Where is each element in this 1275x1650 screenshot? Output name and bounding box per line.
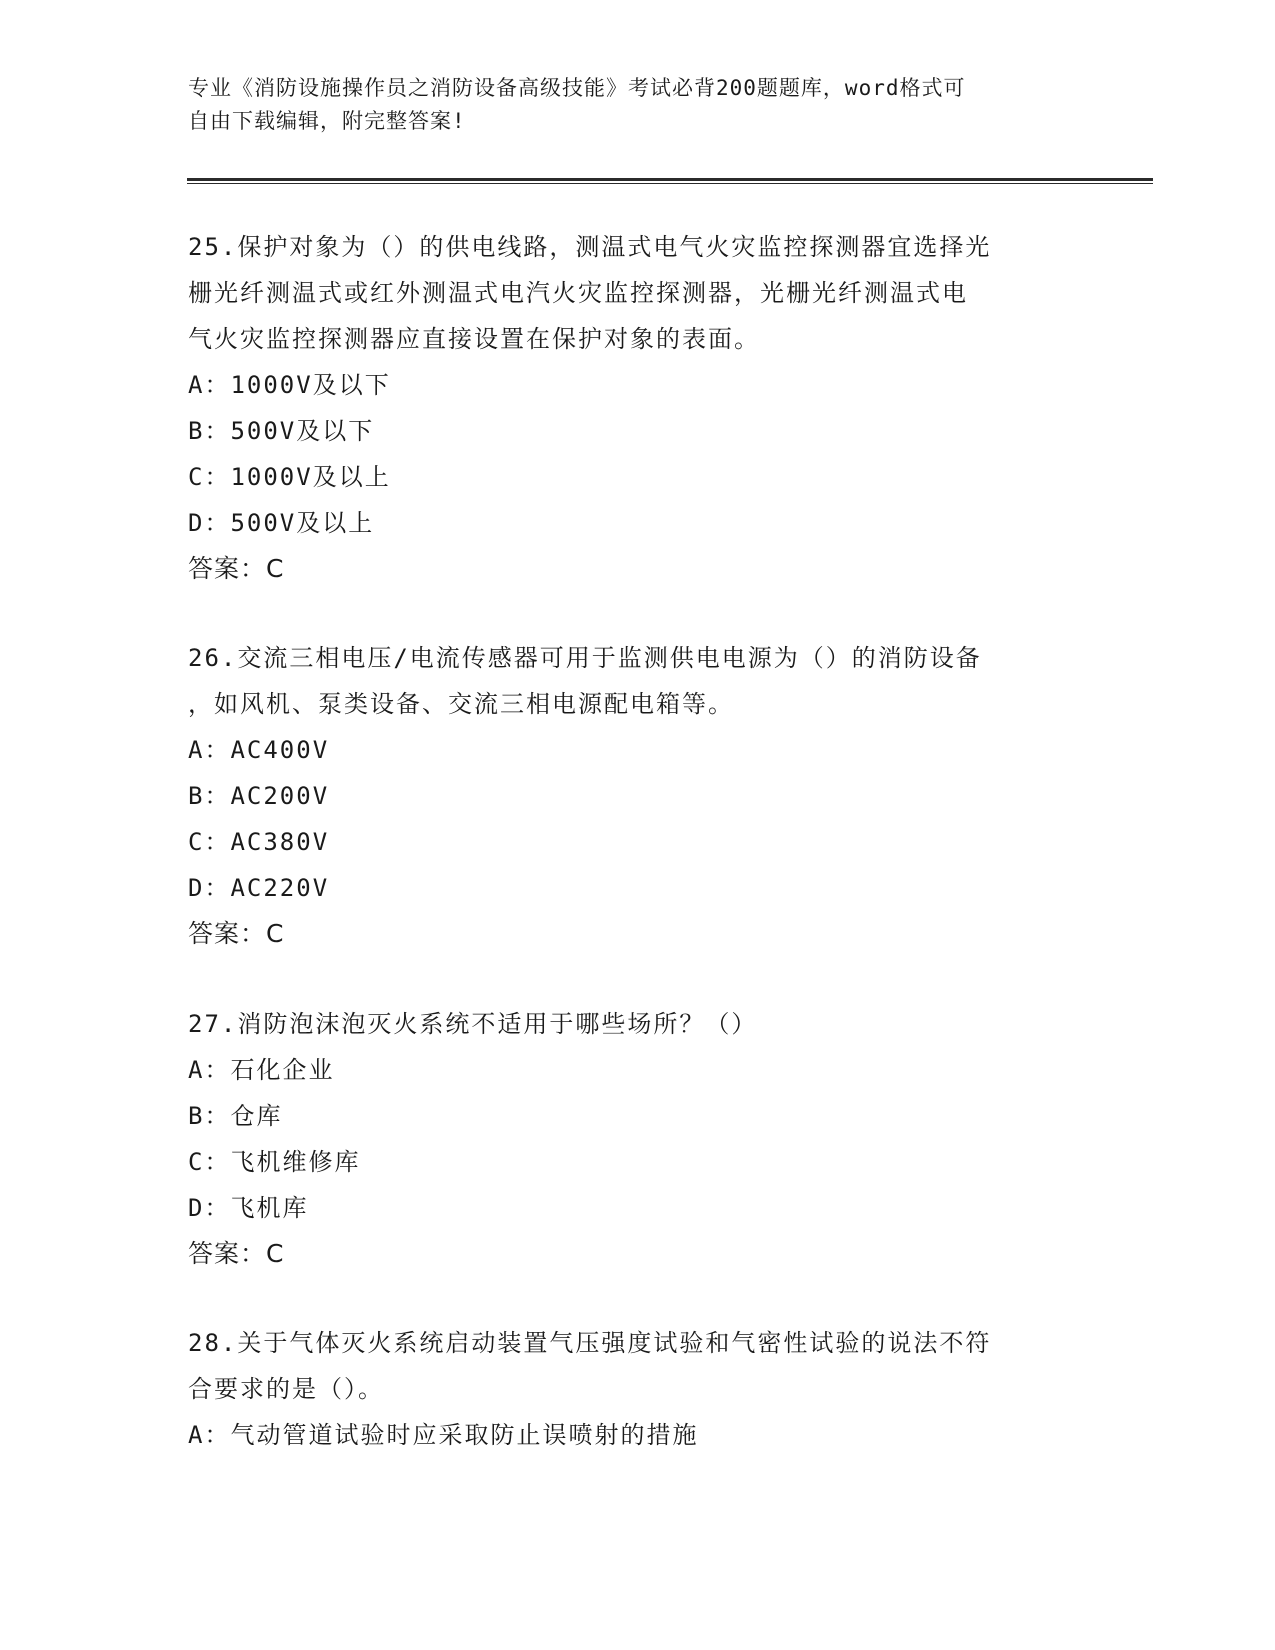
question-stem-line: 气火灾监控探测器应直接设置在保护对象的表面。 (188, 325, 760, 353)
header-line-1: 专业《消防设施操作员之消防设备高级技能》考试必背200题题库，word格式可 (188, 76, 966, 100)
question-stem-line: 合要求的是（）。 (188, 1375, 384, 1403)
option-b: B：AC200V (188, 782, 330, 810)
question-25 (188, 224, 1088, 592)
question-28 (188, 1320, 1088, 1458)
option-b: B：500V及以下 (188, 417, 375, 445)
option-d: D：500V及以上 (188, 509, 375, 537)
option-a: A：1000V及以下 (188, 371, 391, 399)
question-stem-line: 25.保护对象为（）的供电线路，测温式电气火灾监控探测器宜选择光 (188, 233, 992, 261)
option-a: A：石化企业 (188, 1056, 335, 1084)
question-stem-line: ，如风机、泵类设备、交流三相电源配电箱等。 (188, 690, 734, 718)
option-c: C：AC380V (188, 828, 330, 856)
question-stem-line: 栅光纤测温式或红外测温式电汽火灾监控探测器，光栅光纤测温式电 (188, 279, 968, 307)
question-stem-line: 27.消防泡沫泡灭火系统不适用于哪些场所？（） (188, 1010, 758, 1038)
question-26 (188, 635, 1088, 957)
question-stem-line: 28.关于气体灭火系统启动装置气压强度试验和气密性试验的说法不符 (188, 1329, 992, 1357)
option-a: A：AC400V (188, 736, 330, 764)
question-27 (188, 1001, 1088, 1277)
option-c: C：飞机维修库 (188, 1148, 361, 1176)
option-c: C：1000V及以上 (188, 463, 391, 491)
answer-text: 答案：C (188, 1239, 285, 1268)
option-d: D：AC220V (188, 874, 330, 902)
option-a: A：气动管道试验时应采取防止误喷射的措施 (188, 1421, 699, 1449)
header-divider-thin (187, 183, 1153, 184)
answer-text: 答案：C (188, 919, 285, 948)
question-stem-line: 26.交流三相电压/电流传感器可用于监测供电电源为（）的消防设备 (188, 644, 982, 672)
answer-text: 答案：C (188, 554, 285, 583)
header-divider-thick (187, 178, 1153, 181)
header-line-2: 自由下载编辑，附完整答案! (188, 109, 466, 133)
option-d: D：飞机库 (188, 1194, 309, 1222)
option-b: B：仓库 (188, 1102, 283, 1130)
document-header (188, 72, 1088, 138)
